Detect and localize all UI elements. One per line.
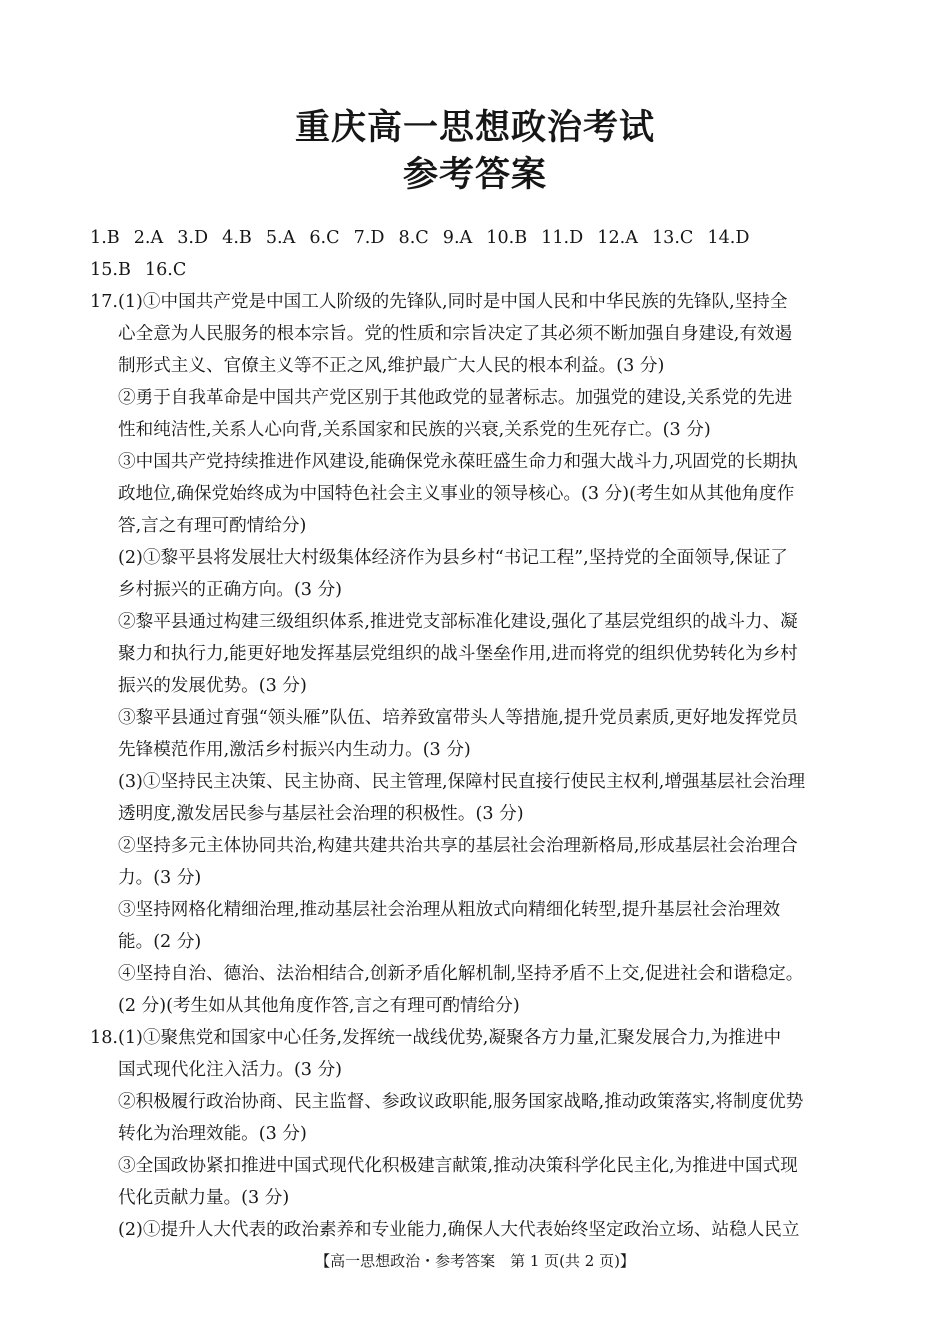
answer-text-line: 代化贡献力量。(3 分): [118, 1188, 290, 1208]
choice-answer: 7.D: [353, 228, 385, 248]
choice-answer: 12.A: [597, 228, 638, 248]
answer-text-line: 答,言之有理可酌情给分): [118, 516, 307, 536]
answer-text-line: (2 分)(考生如从其他角度作答,言之有理可酌情给分): [118, 996, 520, 1016]
answer-text-line: ②积极履行政治协商、民主监督、参政议政职能,服务国家战略,推动政策落实,将制度优势: [118, 1092, 804, 1112]
answer-text-line: (2)①提升人大代表的政治素养和专业能力,确保人大代表始终坚定政治立场、站稳人民立: [118, 1220, 800, 1240]
answer-text-line: 力。(3 分): [118, 868, 202, 888]
answer-text-line: 制形式主义、官僚主义等不正之风,维护最广大人民的根本利益。(3 分): [118, 356, 665, 376]
answer-text-line: 透明度,激发居民参与基层社会治理的积极性。(3 分): [118, 804, 524, 824]
answer-text-line: (1)①聚焦党和国家中心任务,发挥统一战线优势,凝聚各方力量,汇聚发展合力,为推进中: [118, 1028, 782, 1048]
answer-text-line: ③全国政协紧扣推进中国式现代化积极建言献策,推动决策科学化民主化,为推进中国式现: [118, 1156, 798, 1176]
answer-text-line: ③黎平县通过育强“领头雁”队伍、培养致富带头人等措施,提升党员素质,更好地发挥党员: [118, 708, 799, 728]
answer-text-line: ②黎平县通过构建三级组织体系,推进党支部标准化建设,强化了基层党组织的战斗力、凝: [118, 612, 798, 632]
choice-answer: 2.A: [133, 228, 164, 248]
choice-answer: 8.C: [398, 228, 429, 248]
answer-text-line: (3)①坚持民主决策、民主协商、民主管理,保障村民直接行使民主权利,增强基层社会治理: [118, 772, 806, 792]
answer-text-line: 转化为治理效能。(3 分): [118, 1124, 307, 1144]
choice-answer: 10.B: [486, 228, 528, 248]
question-number-17: 17.: [90, 292, 118, 312]
choice-answer: 11.D: [541, 228, 584, 248]
answer-text-line: 聚力和执行力,能更好地发挥基层党组织的战斗堡垒作用,进而将党的组织优势转化为乡村: [118, 644, 798, 664]
page-subtitle: 参考答案: [402, 155, 547, 195]
choice-answer: 3.D: [177, 228, 209, 248]
choice-answer: 16.C: [144, 260, 187, 280]
answer-17-first-line: [90, 290, 788, 314]
answer-text-line: ③中国共产党持续推进作风建设,能确保党永葆旺盛生命力和强大战斗力,巩固党的长期执: [118, 452, 798, 472]
answer-text-line: 政地位,确保党始终成为中国特色社会主义事业的领导核心。(3 分)(考生如从其他角度作: [118, 484, 795, 504]
choice-answer: 13.C: [651, 228, 694, 248]
choice-answer: 4.B: [222, 228, 252, 248]
answer-text-line: 性和纯洁性,关系人心向背,关系国家和民族的兴衰,关系党的生死存亡。(3 分): [118, 420, 711, 440]
choice-answer: 1.B: [90, 228, 120, 248]
answer-text-line: 先锋模范作用,激活乡村振兴内生动力。(3 分): [118, 740, 471, 760]
answer-text-line: 国式现代化注入活力。(3 分): [118, 1060, 343, 1080]
choice-answer: 15.B: [90, 260, 131, 280]
choice-answers-row-1: [90, 226, 750, 250]
answer-text-line: (1)①中国共产党是中国工人阶级的先锋队,同时是中国人民和中华民族的先锋队,坚持全: [118, 292, 788, 312]
answer-text-line: ②坚持多元主体协同共治,构建共建共治共享的基层社会治理新格局,形成基层社会治理合: [118, 836, 798, 856]
answer-text-line: 心全意为人民服务的根本宗旨。党的性质和宗旨决定了其必须不断加强自身建设,有效遏: [118, 324, 793, 344]
answer-18-first-line: [90, 1026, 781, 1050]
answer-text-line: ③坚持网格化精细治理,推动基层社会治理从粗放式向精细化转型,提升基层社会治理效: [118, 900, 781, 920]
answer-text-line: 振兴的发展优势。(3 分): [118, 676, 307, 696]
answer-text-line: (2)①黎平县将发展壮大村级集体经济作为县乡村“书记工程”,坚持党的全面领导,保证了: [118, 548, 788, 568]
page-footer: 【高一思想政治・参考答案 第 1 页(共 2 页)】: [315, 1252, 635, 1270]
question-number-18: 18.: [90, 1028, 118, 1048]
page-title: 重庆高一思想政治考试: [294, 108, 655, 148]
choice-answers-row-2: [90, 258, 186, 282]
choice-answer: 6.C: [309, 228, 340, 248]
answer-text-line: ②勇于自我革命是中国共产党区别于其他政党的显著标志。加强党的建设,关系党的先进: [118, 388, 793, 408]
choice-answer: 14.D: [707, 228, 750, 248]
choice-answer: 5.A: [265, 228, 296, 248]
answer-text-line: ④坚持自治、德治、法治相结合,创新矛盾化解机制,坚持矛盾不上交,促进社会和谐稳定。: [118, 964, 804, 984]
choice-answer: 9.A: [442, 228, 473, 248]
answer-text-line: 乡村振兴的正确方向。(3 分): [118, 580, 343, 600]
answer-text-line: 能。(2 分): [118, 932, 202, 952]
